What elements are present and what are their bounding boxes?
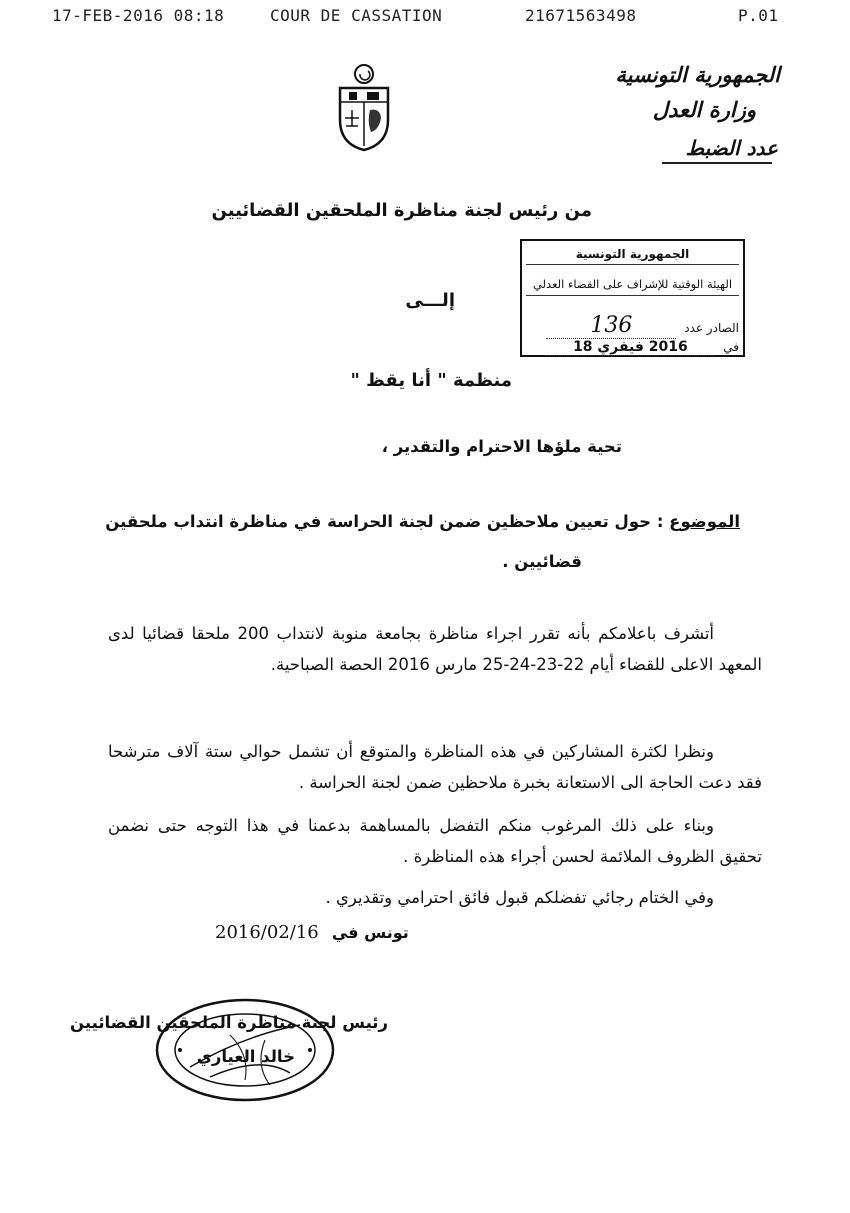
stamp-republic: الجمهورية التونسية [526,247,739,265]
stamp-date: 2016 فيفري 18 [545,339,715,356]
subject-label: الموضوع [669,512,740,531]
fax-sender: COUR DE CASSATION [270,6,443,25]
subject-line [105,512,740,531]
date-place: تونس في [331,923,409,942]
date-line [215,922,409,943]
stamp-authority: الهيئة الوقتية للإشراف على القضاء العدلي [526,277,739,296]
sender-line: من رئيس لجنة مناظرة الملحقين القضائيين [211,200,592,221]
stamp-number-row [526,313,739,339]
letterhead-republic: الجمهورية التونسية [615,62,780,87]
fax-number: 21671563498 [525,6,637,25]
body-paragraph-2: ونظرا لكثرة المشاركين في هذه المناظرة والمتوقع أن تشمل حوالي ستة آلاف مترشحا فقد دعت الحاجة الى الاستعانة بخبرة ملاحظين ضمن لجنة الحراسة . [108,742,762,792]
date-value: 2016/02/16 [215,922,319,943]
stamp-date-label: في [723,340,739,354]
signature-title: رئيس لجنة مناظرة الملحقين القضائيين [70,1013,388,1032]
fax-datetime: 17-FEB-2016 08:18 [52,6,225,25]
body-paragraph-4: وفي الختام رجائي تفضلكم قبول فائق احترامي وتقديري . [325,888,714,907]
stamp-number-label: الصادر عدد [684,321,739,335]
subject-continuation: قضائيين . [502,552,582,571]
letterhead-registry: عدد الضبط [685,136,778,160]
signature-name: خالد العياري [196,1047,295,1066]
subject-text: : حول تعيين ملاحظين ضمن لجنة الحراسة في مناظرة انتداب ملحقين [105,512,664,531]
recipient: منظمة " أنا يقظ " [350,370,512,391]
body-paragraph-3: وبناء على ذلك المرغوب منكم التفضل بالمساهمة بدعمنا في هذا التوجه حتى نضمن تحقيق الظروف الملائمة لحسن أجراء هذه المناظرة . [108,816,762,866]
greeting: تحية ملؤها الاحترام والتقدير ، [381,437,622,456]
body-paragraph-1: أتشرف باعلامكم بأنه تقرر اجراء مناظرة بجامعة منوبة لانتداب 200 ملحقا قضائيا لدى المعهد الاعلى للقضاء أيام 22-23-24-25 مارس 2016 الحصة الصباحية. [108,624,762,674]
stamp-number: 136 [546,313,676,339]
received-stamp [520,239,745,357]
letterhead-underline [662,162,772,164]
letterhead-ministry: وزارة العدل [652,97,756,122]
to-label: إلـــى [405,290,455,311]
coat-of-arms-emblem [335,60,393,152]
fax-page: P.01 [738,6,779,25]
stamp-date-row [526,339,739,356]
